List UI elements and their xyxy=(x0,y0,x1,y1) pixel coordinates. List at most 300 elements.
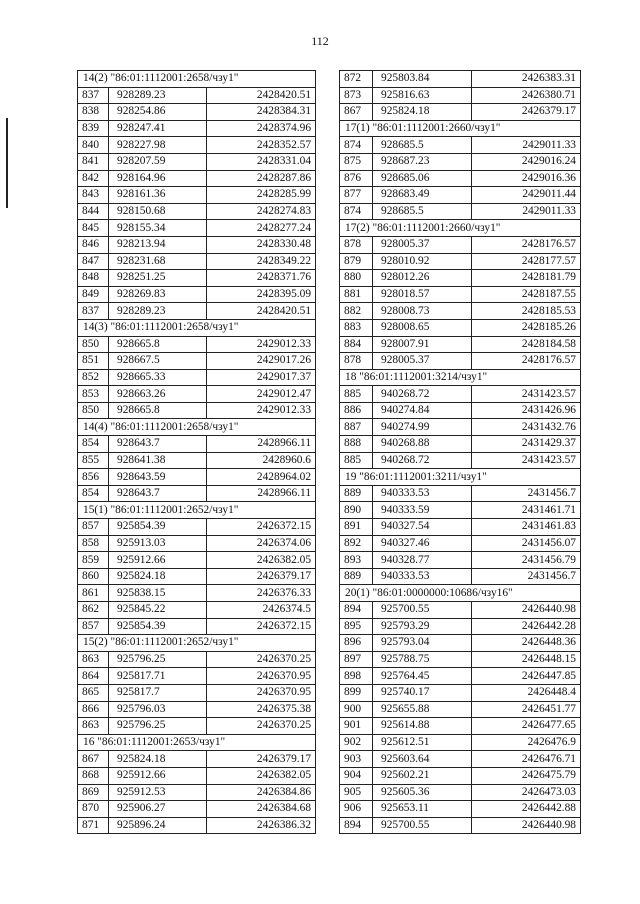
table-row xyxy=(340,303,581,320)
section-header: 18 "86:01:1112001:3214/чзу1" xyxy=(340,369,581,386)
x-coordinate: 925896.24 xyxy=(109,817,207,834)
y-coordinate: 2428185.53 xyxy=(472,303,581,320)
point-number: 900 xyxy=(340,701,373,718)
y-coordinate: 2429011.33 xyxy=(472,137,581,154)
y-coordinate: 2428184.58 xyxy=(472,336,581,353)
table-row xyxy=(340,203,581,220)
coordinates-table-right xyxy=(339,70,581,834)
x-coordinate: 925912.53 xyxy=(109,784,207,801)
y-coordinate: 2426442.88 xyxy=(472,801,581,818)
x-coordinate: 925605.36 xyxy=(373,784,472,801)
table-row xyxy=(78,485,316,502)
y-coordinate: 2426448.15 xyxy=(472,651,581,668)
y-coordinate: 2428374.96 xyxy=(207,120,316,137)
section-header-row xyxy=(340,585,581,602)
point-number: 882 xyxy=(340,303,373,320)
y-coordinate: 2429017.37 xyxy=(207,369,316,386)
y-coordinate: 2426380.71 xyxy=(472,87,581,104)
table-row xyxy=(78,270,316,287)
table-row xyxy=(78,684,316,701)
point-number: 854 xyxy=(78,485,109,502)
x-coordinate: 928685.06 xyxy=(373,170,472,187)
table-row xyxy=(78,784,316,801)
point-number: 878 xyxy=(340,353,373,370)
y-coordinate: 2426477.65 xyxy=(472,718,581,735)
y-coordinate: 2426476.9 xyxy=(472,734,581,751)
x-coordinate: 928161.36 xyxy=(109,187,207,204)
table-row xyxy=(78,568,316,585)
table-row xyxy=(340,502,581,519)
x-coordinate: 928007.91 xyxy=(373,336,472,353)
table-row xyxy=(78,203,316,220)
x-coordinate: 928685.5 xyxy=(373,137,472,154)
x-coordinate: 925817.71 xyxy=(109,668,207,685)
y-coordinate: 2426379.17 xyxy=(472,104,581,121)
table-row xyxy=(78,87,316,104)
table-row xyxy=(340,734,581,751)
x-coordinate: 928269.83 xyxy=(109,286,207,303)
y-coordinate: 2426372.15 xyxy=(207,519,316,536)
y-coordinate: 2428176.57 xyxy=(472,236,581,253)
y-coordinate: 2431456.07 xyxy=(472,535,581,552)
x-coordinate: 928213.94 xyxy=(109,236,207,253)
y-coordinate: 2428274.83 xyxy=(207,203,316,220)
x-coordinate: 928663.26 xyxy=(109,386,207,403)
x-coordinate: 928207.59 xyxy=(109,153,207,170)
point-number: 867 xyxy=(340,104,373,121)
point-number: 885 xyxy=(340,452,373,469)
x-coordinate: 928289.23 xyxy=(109,303,207,320)
y-coordinate: 2426382.05 xyxy=(207,552,316,569)
x-coordinate: 925824.18 xyxy=(109,568,207,585)
y-coordinate: 2428352.57 xyxy=(207,137,316,154)
section-header-row xyxy=(78,71,316,88)
x-coordinate: 928247.41 xyxy=(109,120,207,137)
x-coordinate: 940268.72 xyxy=(373,452,472,469)
point-number: 837 xyxy=(78,87,109,104)
section-header: 17(2) "86:01:1112001:2660/чзу1" xyxy=(340,220,581,237)
section-header: 16 "86:01:1112001:2653/чзу1" xyxy=(78,734,316,751)
table-row xyxy=(340,817,581,834)
table-row xyxy=(78,718,316,735)
y-coordinate: 2431461.71 xyxy=(472,502,581,519)
y-coordinate: 2429016.24 xyxy=(472,153,581,170)
point-number: 868 xyxy=(78,767,109,784)
y-coordinate: 2428331.04 xyxy=(207,153,316,170)
x-coordinate: 940274.84 xyxy=(373,402,472,419)
x-coordinate: 928005.37 xyxy=(373,236,472,253)
point-number: 902 xyxy=(340,734,373,751)
point-number: 853 xyxy=(78,386,109,403)
table-row xyxy=(340,684,581,701)
table-row xyxy=(78,286,316,303)
table-row xyxy=(340,253,581,270)
x-coordinate: 928667.5 xyxy=(109,353,207,370)
table-row xyxy=(78,120,316,137)
point-number: 855 xyxy=(78,452,109,469)
x-coordinate: 928643.59 xyxy=(109,469,207,486)
x-coordinate: 925906.27 xyxy=(109,801,207,818)
y-coordinate: 2426376.33 xyxy=(207,585,316,602)
x-coordinate: 928150.68 xyxy=(109,203,207,220)
point-number: 889 xyxy=(340,568,373,585)
point-number: 893 xyxy=(340,552,373,569)
x-coordinate: 940274.99 xyxy=(373,419,472,436)
table-row xyxy=(340,319,581,336)
point-number: 896 xyxy=(340,635,373,652)
y-coordinate: 2426384.68 xyxy=(207,801,316,818)
table-row xyxy=(78,386,316,403)
point-number: 866 xyxy=(78,701,109,718)
point-number: 894 xyxy=(340,602,373,619)
y-coordinate: 2429016.36 xyxy=(472,170,581,187)
point-number: 863 xyxy=(78,718,109,735)
x-coordinate: 925817.7 xyxy=(109,684,207,701)
table-row xyxy=(78,402,316,419)
point-number: 843 xyxy=(78,187,109,204)
table-row xyxy=(340,801,581,818)
section-header: 20(1) "86:01:0000000:10686/чзу16" xyxy=(340,585,581,602)
section-header-row xyxy=(78,635,316,652)
y-coordinate: 2428176.57 xyxy=(472,353,581,370)
x-coordinate: 925700.55 xyxy=(373,817,472,834)
point-number: 857 xyxy=(78,618,109,635)
point-number: 874 xyxy=(340,203,373,220)
y-coordinate: 2426379.17 xyxy=(207,751,316,768)
y-coordinate: 2428960.6 xyxy=(207,452,316,469)
point-number: 870 xyxy=(78,801,109,818)
point-number: 839 xyxy=(78,120,109,137)
table-row xyxy=(340,402,581,419)
y-coordinate: 2426440.98 xyxy=(472,602,581,619)
x-coordinate: 928254.86 xyxy=(109,104,207,121)
y-coordinate: 2428420.51 xyxy=(207,87,316,104)
point-number: 886 xyxy=(340,402,373,419)
x-coordinate: 925764.45 xyxy=(373,668,472,685)
x-coordinate: 925653.11 xyxy=(373,801,472,818)
x-coordinate: 928008.65 xyxy=(373,319,472,336)
section-header-row xyxy=(340,369,581,386)
table-row xyxy=(340,767,581,784)
y-coordinate: 2426370.95 xyxy=(207,668,316,685)
section-header: 15(2) "86:01:1112001:2652/чзу1" xyxy=(78,635,316,652)
point-number: 847 xyxy=(78,253,109,270)
x-coordinate: 925603.64 xyxy=(373,751,472,768)
table-row xyxy=(78,452,316,469)
table-row xyxy=(340,635,581,652)
table-row xyxy=(78,469,316,486)
y-coordinate: 2426448.36 xyxy=(472,635,581,652)
point-number: 874 xyxy=(340,137,373,154)
point-number: 898 xyxy=(340,668,373,685)
point-number: 869 xyxy=(78,784,109,801)
x-coordinate: 928685.5 xyxy=(373,203,472,220)
point-number: 856 xyxy=(78,469,109,486)
table-row xyxy=(340,618,581,635)
y-coordinate: 2428371.76 xyxy=(207,270,316,287)
x-coordinate: 925816.63 xyxy=(373,87,472,104)
section-header: 14(3) "86:01:1112001:2658/чзу1" xyxy=(78,319,316,336)
x-coordinate: 925655.88 xyxy=(373,701,472,718)
table-row xyxy=(340,236,581,253)
x-coordinate: 940333.53 xyxy=(373,485,472,502)
section-header: 14(2) "86:01:1112001:2658/чзу1" xyxy=(78,71,316,88)
y-coordinate: 2426476.71 xyxy=(472,751,581,768)
point-number: 838 xyxy=(78,104,109,121)
point-number: 852 xyxy=(78,369,109,386)
point-number: 906 xyxy=(340,801,373,818)
y-coordinate: 2428966.11 xyxy=(207,436,316,453)
point-number: 877 xyxy=(340,187,373,204)
point-number: 884 xyxy=(340,336,373,353)
table-row xyxy=(340,718,581,735)
point-number: 892 xyxy=(340,535,373,552)
y-coordinate: 2429011.44 xyxy=(472,187,581,204)
y-coordinate: 2428395.09 xyxy=(207,286,316,303)
y-coordinate: 2426473.03 xyxy=(472,784,581,801)
table-row xyxy=(340,270,581,287)
point-number: 876 xyxy=(340,170,373,187)
table-row xyxy=(340,104,581,121)
table-row xyxy=(78,618,316,635)
x-coordinate: 928231.68 xyxy=(109,253,207,270)
x-coordinate: 925796.25 xyxy=(109,651,207,668)
x-coordinate: 928008.73 xyxy=(373,303,472,320)
x-coordinate: 925793.29 xyxy=(373,618,472,635)
point-number: 837 xyxy=(78,303,109,320)
y-coordinate: 2426370.25 xyxy=(207,718,316,735)
y-coordinate: 2426370.25 xyxy=(207,651,316,668)
table-row xyxy=(78,801,316,818)
x-coordinate: 940268.72 xyxy=(373,386,472,403)
y-coordinate: 2431456.7 xyxy=(472,568,581,585)
point-number: 887 xyxy=(340,419,373,436)
point-number: 905 xyxy=(340,784,373,801)
table-row xyxy=(78,519,316,536)
x-coordinate: 925854.39 xyxy=(109,519,207,536)
y-coordinate: 2429012.33 xyxy=(207,336,316,353)
point-number: 844 xyxy=(78,203,109,220)
x-coordinate: 925740.17 xyxy=(373,684,472,701)
y-coordinate: 2428420.51 xyxy=(207,303,316,320)
y-coordinate: 2428287.86 xyxy=(207,170,316,187)
y-coordinate: 2426451.77 xyxy=(472,701,581,718)
coordinates-table-left-body xyxy=(78,71,316,834)
x-coordinate: 925793.04 xyxy=(373,635,472,652)
point-number: 888 xyxy=(340,436,373,453)
table-row xyxy=(78,336,316,353)
section-header: 17(1) "86:01:1112001:2660/чзу1" xyxy=(340,120,581,137)
x-coordinate: 928010.92 xyxy=(373,253,472,270)
y-coordinate: 2431461.83 xyxy=(472,519,581,536)
y-coordinate: 2428277.24 xyxy=(207,220,316,237)
x-coordinate: 925845.22 xyxy=(109,602,207,619)
y-coordinate: 2426375.38 xyxy=(207,701,316,718)
section-header: 19 "86:01:1112001:3211/чзу1" xyxy=(340,469,581,486)
table-row xyxy=(78,817,316,834)
point-number: 885 xyxy=(340,386,373,403)
x-coordinate: 928665.8 xyxy=(109,402,207,419)
table-row xyxy=(340,436,581,453)
x-coordinate: 925912.66 xyxy=(109,767,207,784)
x-coordinate: 940268.88 xyxy=(373,436,472,453)
y-coordinate: 2431429.37 xyxy=(472,436,581,453)
table-row xyxy=(78,137,316,154)
point-number: 890 xyxy=(340,502,373,519)
y-coordinate: 2428330.48 xyxy=(207,236,316,253)
y-coordinate: 2426379.17 xyxy=(207,568,316,585)
x-coordinate: 925612.51 xyxy=(373,734,472,751)
table-row xyxy=(340,153,581,170)
x-coordinate: 928012.26 xyxy=(373,270,472,287)
point-number: 846 xyxy=(78,236,109,253)
y-coordinate: 2426386.32 xyxy=(207,817,316,834)
y-coordinate: 2426442.28 xyxy=(472,618,581,635)
table-row xyxy=(340,535,581,552)
point-number: 845 xyxy=(78,220,109,237)
table-row xyxy=(340,87,581,104)
point-number: 858 xyxy=(78,535,109,552)
point-number: 849 xyxy=(78,286,109,303)
point-number: 883 xyxy=(340,319,373,336)
table-row xyxy=(78,153,316,170)
x-coordinate: 940333.59 xyxy=(373,502,472,519)
table-row xyxy=(78,767,316,784)
point-number: 840 xyxy=(78,137,109,154)
table-row xyxy=(340,187,581,204)
x-coordinate: 928251.25 xyxy=(109,270,207,287)
point-number: 878 xyxy=(340,236,373,253)
table-row xyxy=(340,170,581,187)
x-coordinate: 925803.84 xyxy=(373,71,472,88)
y-coordinate: 2429012.33 xyxy=(207,402,316,419)
point-number: 903 xyxy=(340,751,373,768)
table-row xyxy=(78,369,316,386)
table-row xyxy=(340,286,581,303)
table-row xyxy=(78,751,316,768)
y-coordinate: 2426374.5 xyxy=(207,602,316,619)
x-coordinate: 940333.53 xyxy=(373,568,472,585)
point-number: 861 xyxy=(78,585,109,602)
y-coordinate: 2426440.98 xyxy=(472,817,581,834)
y-coordinate: 2429017.26 xyxy=(207,353,316,370)
section-header-row xyxy=(340,220,581,237)
section-header-row xyxy=(78,419,316,436)
y-coordinate: 2428966.11 xyxy=(207,485,316,502)
table-row xyxy=(78,436,316,453)
table-row xyxy=(340,485,581,502)
coordinates-table-right-body xyxy=(340,71,581,834)
table-row xyxy=(340,452,581,469)
x-coordinate: 925824.18 xyxy=(109,751,207,768)
point-number: 904 xyxy=(340,767,373,784)
x-coordinate: 925913.03 xyxy=(109,535,207,552)
table-row xyxy=(78,303,316,320)
table-row xyxy=(78,353,316,370)
table-row xyxy=(78,236,316,253)
y-coordinate: 2428285.99 xyxy=(207,187,316,204)
table-row xyxy=(78,552,316,569)
point-number: 895 xyxy=(340,618,373,635)
point-number: 897 xyxy=(340,651,373,668)
x-coordinate: 925788.75 xyxy=(373,651,472,668)
section-header-row xyxy=(78,502,316,519)
y-coordinate: 2426475.79 xyxy=(472,767,581,784)
y-coordinate: 2431432.76 xyxy=(472,419,581,436)
table-row xyxy=(340,519,581,536)
y-coordinate: 2426383.31 xyxy=(472,71,581,88)
table-row xyxy=(78,220,316,237)
y-coordinate: 2431426.96 xyxy=(472,402,581,419)
point-number: 851 xyxy=(78,353,109,370)
y-coordinate: 2431423.57 xyxy=(472,386,581,403)
point-number: 872 xyxy=(340,71,373,88)
y-coordinate: 2428349.22 xyxy=(207,253,316,270)
y-coordinate: 2426448.4 xyxy=(472,684,581,701)
y-coordinate: 2431456.7 xyxy=(472,485,581,502)
section-header-row xyxy=(340,120,581,137)
y-coordinate: 2426384.86 xyxy=(207,784,316,801)
x-coordinate: 940328.77 xyxy=(373,552,472,569)
point-number: 867 xyxy=(78,751,109,768)
point-number: 894 xyxy=(340,817,373,834)
point-number: 863 xyxy=(78,651,109,668)
table-row xyxy=(78,585,316,602)
table-row xyxy=(340,386,581,403)
x-coordinate: 925700.55 xyxy=(373,602,472,619)
point-number: 881 xyxy=(340,286,373,303)
point-number: 859 xyxy=(78,552,109,569)
point-number: 842 xyxy=(78,170,109,187)
x-coordinate: 940327.46 xyxy=(373,535,472,552)
table-row xyxy=(340,701,581,718)
y-coordinate: 2426447.85 xyxy=(472,668,581,685)
point-number: 841 xyxy=(78,153,109,170)
y-coordinate: 2431423.57 xyxy=(472,452,581,469)
table-row xyxy=(340,784,581,801)
point-number: 873 xyxy=(340,87,373,104)
point-number: 889 xyxy=(340,485,373,502)
table-row xyxy=(340,419,581,436)
x-coordinate: 928227.98 xyxy=(109,137,207,154)
x-coordinate: 925796.03 xyxy=(109,701,207,718)
x-coordinate: 928643.7 xyxy=(109,436,207,453)
point-number: 854 xyxy=(78,436,109,453)
point-number: 860 xyxy=(78,568,109,585)
x-coordinate: 928665.8 xyxy=(109,336,207,353)
table-row xyxy=(340,668,581,685)
coordinates-table-left xyxy=(77,70,316,834)
point-number: 875 xyxy=(340,153,373,170)
table-row xyxy=(78,104,316,121)
x-coordinate: 925824.18 xyxy=(373,104,472,121)
table-row xyxy=(340,353,581,370)
y-coordinate: 2426372.15 xyxy=(207,618,316,635)
table-row xyxy=(78,170,316,187)
section-header: 15(1) "86:01:1112001:2652/чзу1" xyxy=(78,502,316,519)
section-header-row xyxy=(78,319,316,336)
table-row xyxy=(78,668,316,685)
y-coordinate: 2428181.79 xyxy=(472,270,581,287)
point-number: 899 xyxy=(340,684,373,701)
x-coordinate: 925602.21 xyxy=(373,767,472,784)
x-coordinate: 928164.96 xyxy=(109,170,207,187)
y-coordinate: 2429012.47 xyxy=(207,386,316,403)
point-number: 891 xyxy=(340,519,373,536)
x-coordinate: 925614.88 xyxy=(373,718,472,735)
point-number: 850 xyxy=(78,402,109,419)
point-number: 857 xyxy=(78,519,109,536)
